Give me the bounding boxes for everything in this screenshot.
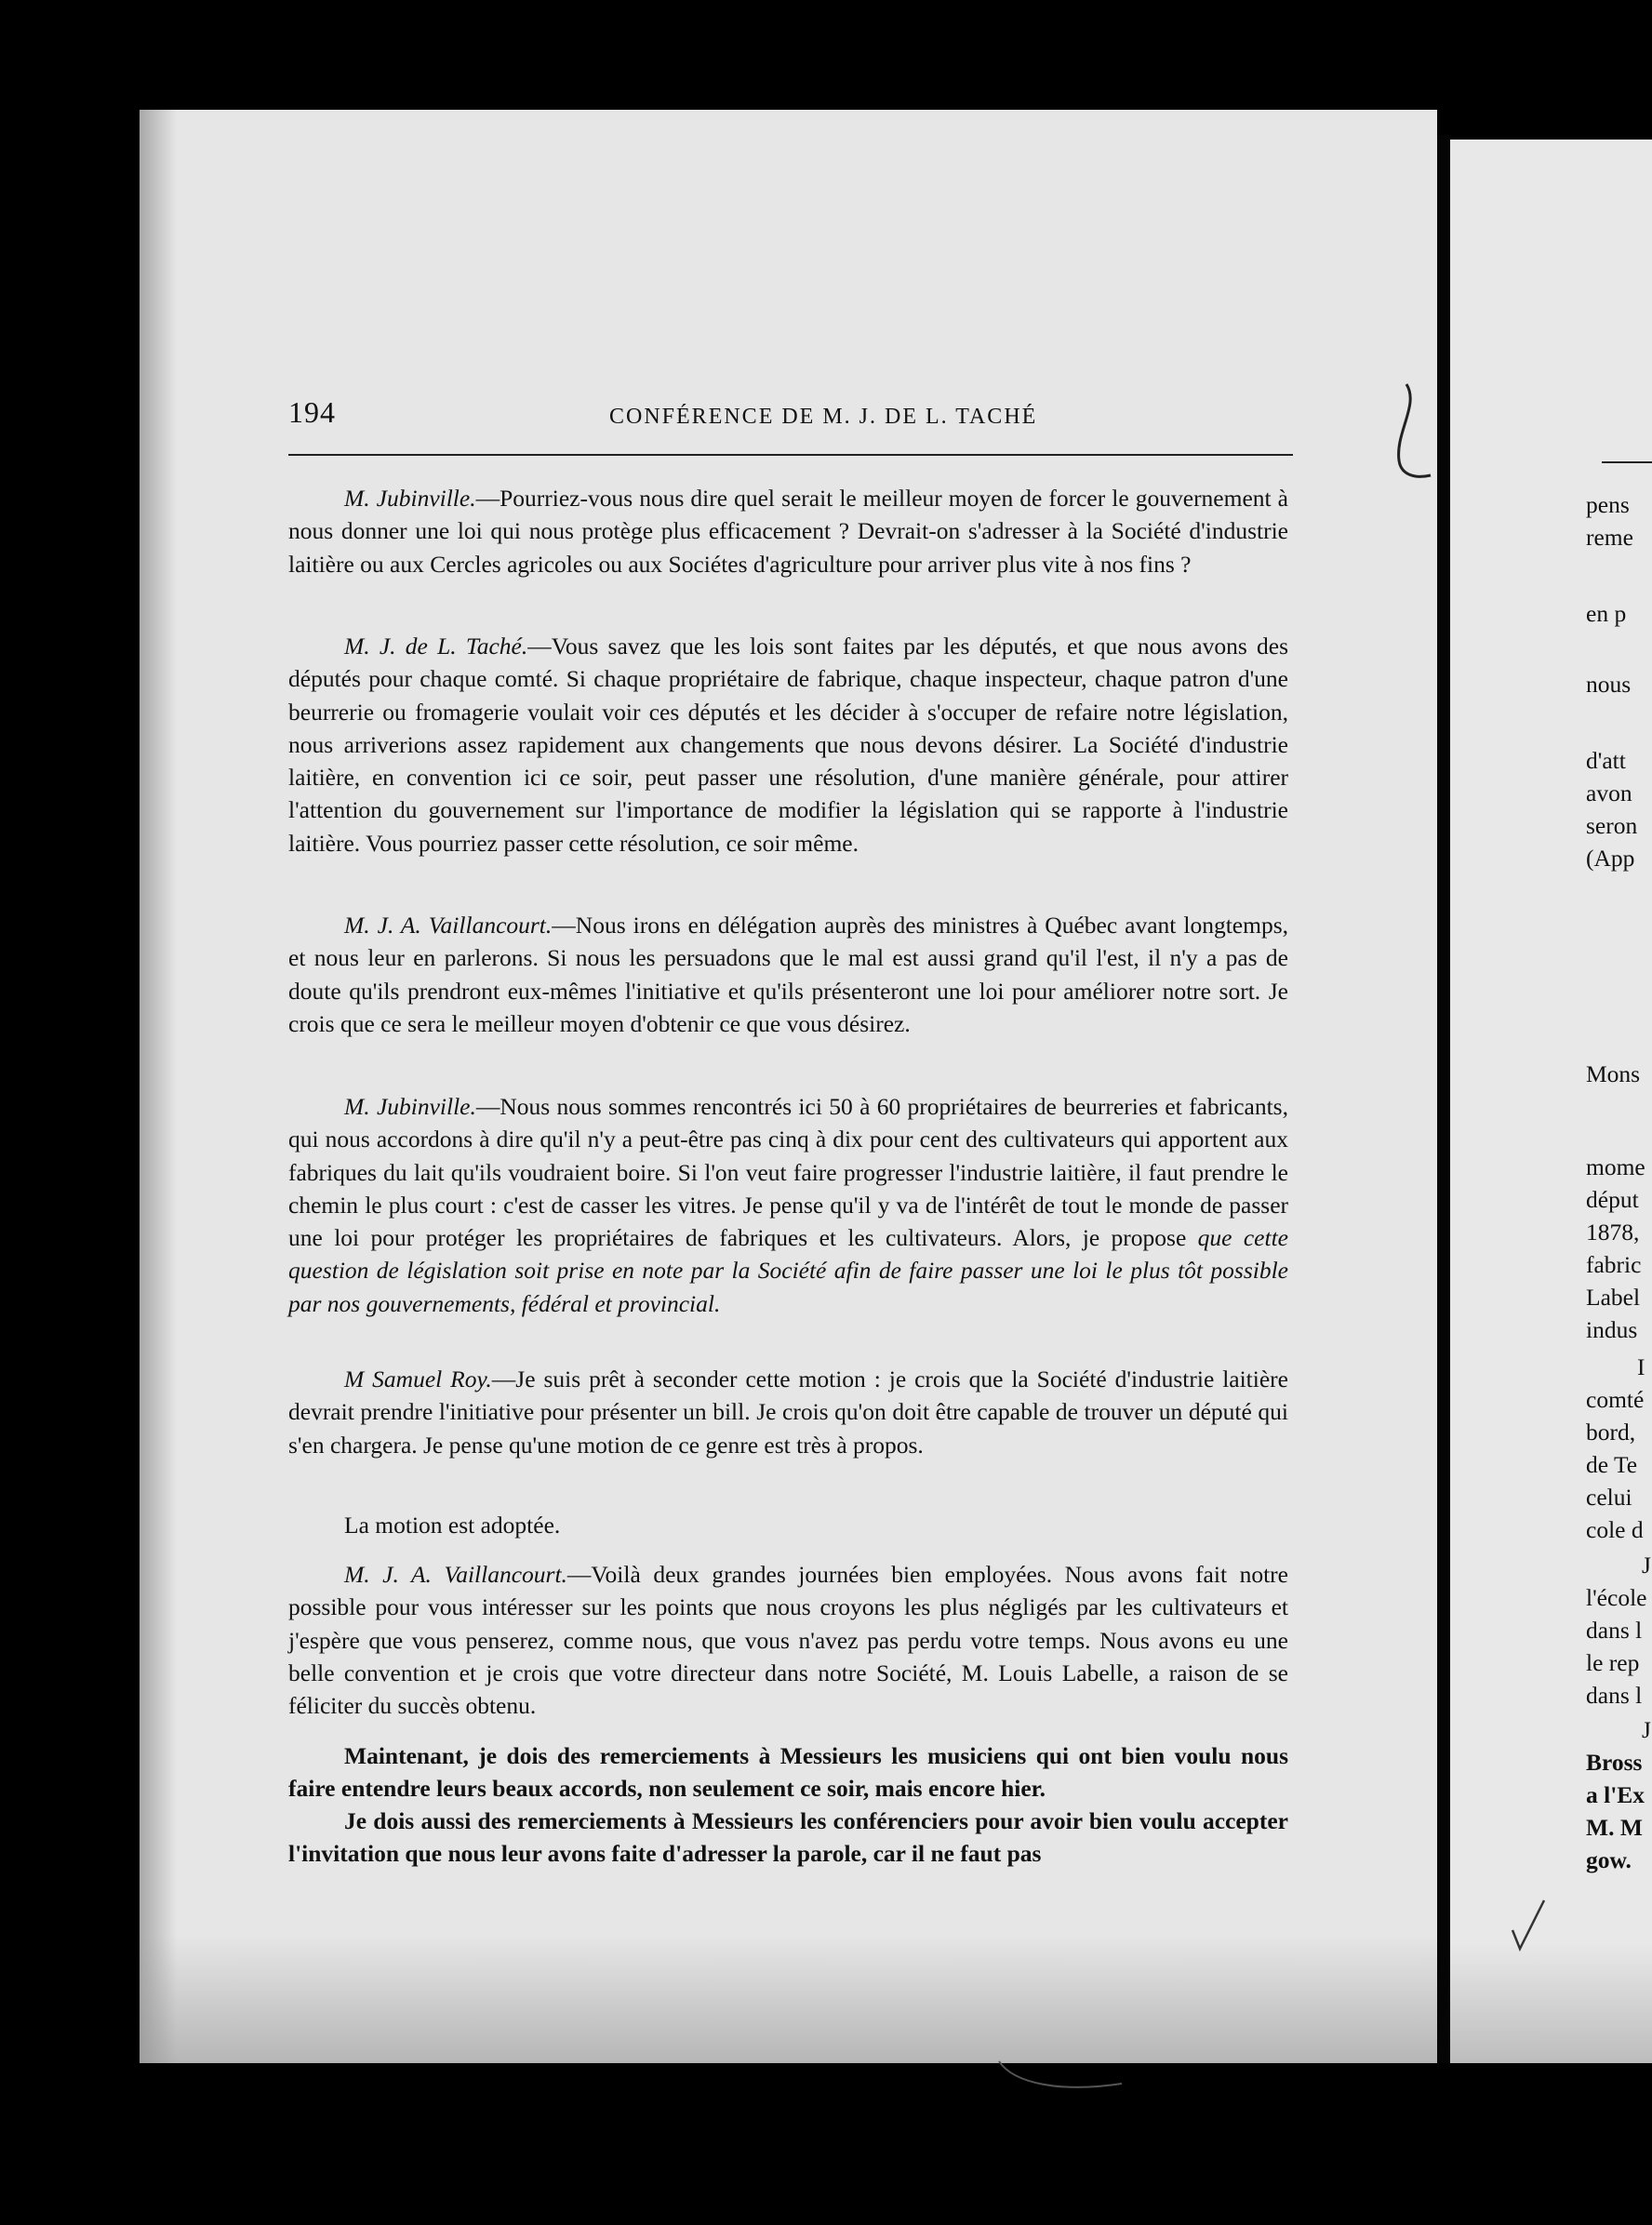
right-page-fragment: Label	[1586, 1284, 1641, 1311]
right-page-fragment: reme	[1586, 524, 1633, 551]
right-page-fragment: nous	[1586, 671, 1632, 698]
right-page-fragment: comté	[1586, 1386, 1645, 1413]
paragraph	[288, 1363, 1288, 1461]
right-page-fragment: I	[1637, 1353, 1645, 1380]
paragraph-text: Je dois aussi des remerciements à Messieurs les conférenciers pour avoir bien voulu accepter l'invitation que nous leur avons faite d'adresser la parole, car il ne faut pas	[288, 1807, 1288, 1868]
right-page-fragment: mome	[1586, 1153, 1645, 1180]
right-page-fragment: déput	[1586, 1186, 1639, 1213]
paragraph-text: —Pourriez-vous nous dire quel serait le meilleur moyen de forcer le gouvernement à nous donner une loi qui nous protège plus efficacement ? Devrait-on s'adresser à la Société d'industrie laitière ou aux Cercles agricoles ou aux Sociétes d'agriculture pour arriver plus vite à nos fins ?	[288, 485, 1288, 578]
paragraph	[288, 630, 1288, 859]
left-page-shadow	[140, 110, 177, 2063]
paragraph-text: —Vous savez que les lois sont faites par les députés, et que nous avons des députés pour chaque comté. Si chaque propriétaire de fabrique, chaque inspecteur, chaque patron d'une beurrerie ou fromagerie voulait voir ces députés et les décider à s'occuper de refaire notre législation, nous arriverions assez rapidement aux changements que nous devons désirer. La Société d'industrie laitière, en convention ici ce soir, peut passer une résolution, d'une manière générale, pour attirer l'attention du gouvernement sur l'importance de modifier la législation qui se rapporte à l'industrie laitière. Vous pourriez passer cette résolution, ce soir même.	[288, 633, 1288, 857]
paragraph	[288, 1805, 1288, 1871]
pencil-mark-check	[1507, 1893, 1553, 1958]
pencil-mark-bracket	[1386, 377, 1442, 488]
left-page-bottom-shadow	[140, 1935, 1437, 2063]
right-page-fragment: fabric	[1586, 1251, 1642, 1278]
right-page-fragment: dans l	[1586, 1617, 1643, 1644]
speaker-name: M. Jubinville.	[344, 485, 476, 512]
speaker-name: M. J. A. Vaillancourt.	[344, 1561, 567, 1588]
right-page-fragment: M. M	[1586, 1814, 1643, 1841]
motion-text: que cette question de législation soit prise en note par la Société afin de faire passer une loi le plus tôt possible par nos gouvernements, fédéral et provincial.	[288, 1224, 1288, 1317]
paragraph	[288, 1558, 1288, 1722]
paragraph	[288, 909, 1288, 1040]
right-page-fragment: (App	[1586, 845, 1635, 872]
right-page-fragment: cole d	[1586, 1516, 1644, 1543]
right-page-fragment: pens	[1586, 491, 1630, 518]
paragraph-text: La motion est adoptée.	[344, 1512, 561, 1539]
right-page-fragment: Bross	[1586, 1749, 1643, 1776]
right-page-bottom-shadow	[1450, 1944, 1652, 2063]
right-page-fragment: 1878,	[1586, 1219, 1640, 1246]
paragraph	[288, 1739, 1288, 1805]
paragraph-text: Maintenant, je dois des remerciements à Messieurs les musiciens qui ont bien voulu nous faire entendre leurs beaux accords, non seulement ce soir, mais encore hier.	[288, 1742, 1288, 1803]
right-page-fragment: avon	[1586, 779, 1632, 806]
right-page-fragment: bord,	[1586, 1419, 1636, 1446]
right-page-fragment: J	[1642, 1716, 1651, 1743]
right-page-header-rule	[1602, 461, 1652, 463]
right-page-fragment: dans l	[1586, 1682, 1643, 1709]
right-page-fragment: l'école	[1586, 1584, 1647, 1611]
paragraph	[288, 1509, 1288, 1541]
right-page-fragment: celui	[1586, 1484, 1632, 1511]
paragraph-text: —Voilà deux grandes journées bien employées. Nous avons fait notre possible pour vous intéresser sur les points que nous croyons les plus négligés par les cultivateurs et j'espère que vous penserez, comme nous, que vous n'avez pas perdu votre temps. Nous avons eu une belle convention et je crois que votre directeur dans notre Société, M. Louis Labelle, a raison de se féliciter du succès obtenu.	[288, 1561, 1288, 1720]
speaker-name: M. J. de L. Taché.	[344, 633, 528, 660]
right-page-fragment: le rep	[1586, 1649, 1640, 1676]
right-page-fragment: J	[1642, 1552, 1651, 1579]
header-rule	[288, 454, 1293, 456]
paragraph-text: —Je suis prêt à seconder cette motion : je crois que la Société d'industrie laitière devrait prendre l'initiative pour présenter un bill. Je crois qu'on doit être capable de trouver un député qui s'en chargera. Je pense qu'une motion de ce genre est très à propos.	[288, 1366, 1288, 1459]
right-page-fragment: indus	[1586, 1316, 1638, 1343]
speaker-name: M Samuel Roy.	[344, 1366, 492, 1392]
right-page-fragment: d'att	[1586, 747, 1626, 774]
right-page-fragment: de Te	[1586, 1451, 1638, 1478]
paragraph-text: —Nous nous sommes rencontrés ici 50 à 60 propriétaires de beurreries et fabricants, qui nous accordons à dire qu'il n'y a peut-être pas cinq à dix pour cent des cultivateurs qui apportent aux fabriques du lait qu'ils voudraient boire. Si l'on veut faire progresser l'industrie laitière, il faut prendre le chemin le plus court : c'est de casser les vitres. Je pense qu'il y va de l'intérêt de tout le monde de passer une loi pour protéger les propriétaires de fabriques et les cultivateurs. Alors, je propose	[288, 1093, 1288, 1252]
paragraph-text: —Nous irons en délégation auprès des ministres à Québec avant longtemps, et nous leur en parlerons. Si nous les persuadons que le mal est aussi grand qu'il l'est, il n'y a pas de doute qu'ils prendront eux-mêmes l'initiative et qu'ils présenteront une loi pour améliorer notre sort. Je crois que ce sera le meilleur moyen d'obtenir ce que vous désirez.	[288, 912, 1289, 1037]
page-number: 194	[288, 395, 336, 429]
right-page-fragment: gow.	[1586, 1846, 1632, 1873]
paragraph	[288, 1090, 1288, 1320]
right-page-fragment: seron	[1586, 812, 1638, 839]
speaker-name: M. Jubinville.	[344, 1093, 476, 1120]
right-page-fragment: Mons	[1586, 1060, 1641, 1087]
running-header: CONFÉRENCE DE M. J. DE L. TACHÉ	[609, 405, 1038, 429]
paragraph	[288, 482, 1288, 580]
right-page-fragment: en p	[1586, 600, 1627, 627]
right-page-fragment: a l'Ex	[1586, 1781, 1645, 1808]
pencil-mark-stroke	[995, 2056, 1126, 2102]
speaker-name: M. J. A. Vaillancourt.	[344, 912, 553, 939]
